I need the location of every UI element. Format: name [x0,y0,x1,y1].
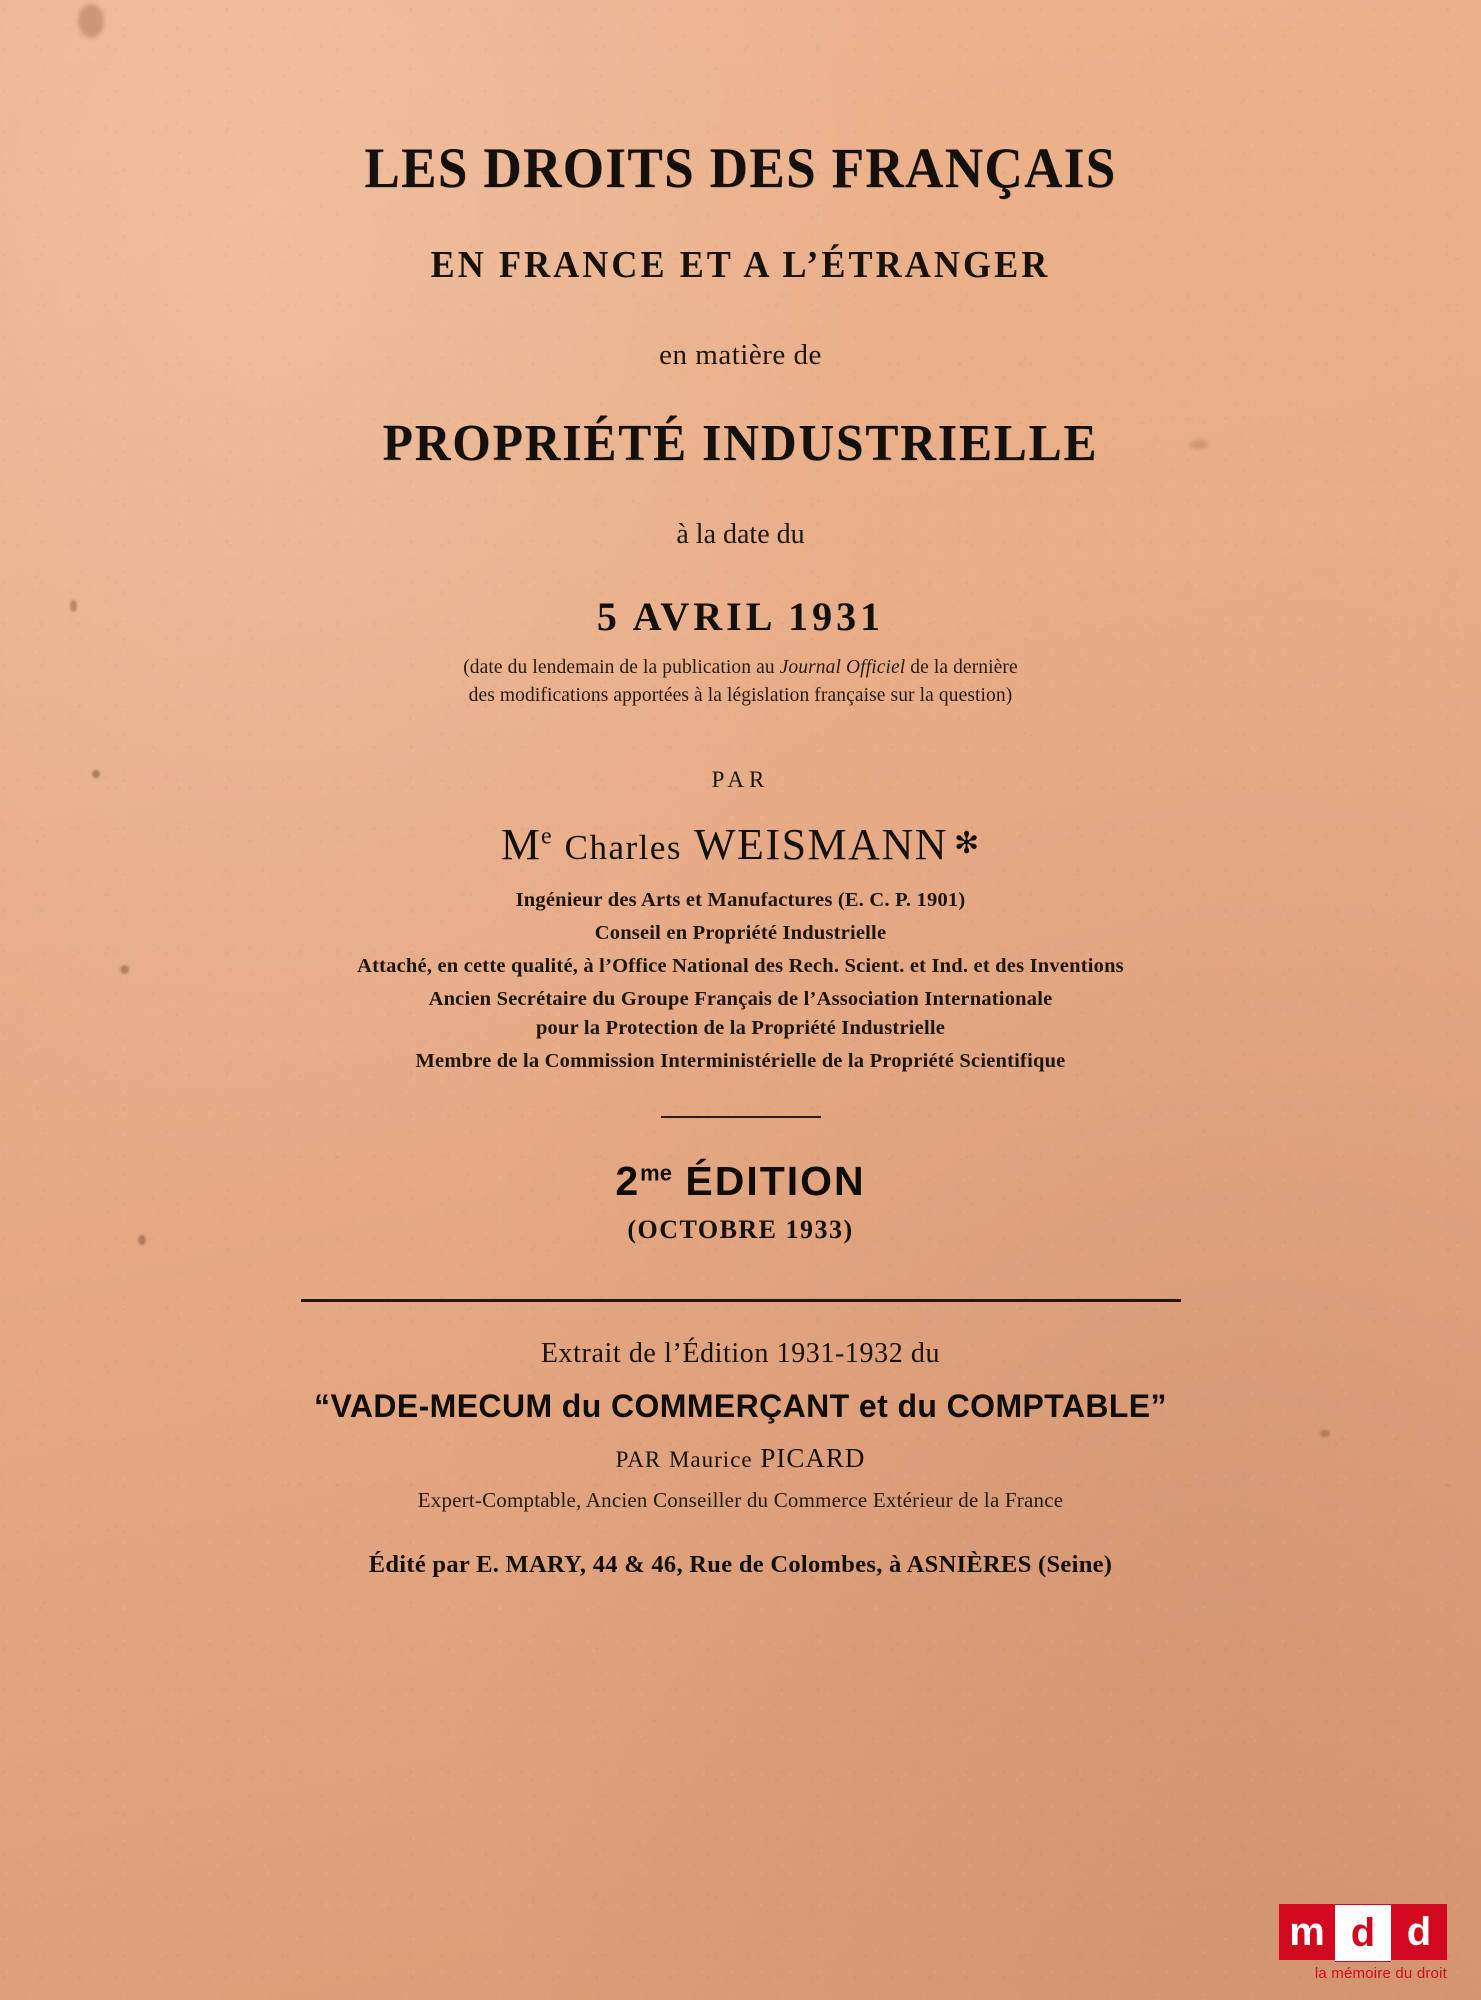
credential-line-5: pour la Protection de la Propriété Industrielle [535,1016,946,1039]
cover-author-credentials [110,886,1371,1077]
long-divider-rule [301,1299,1181,1302]
cover-title-line-2: EN FRANCE ET A L’ÉTRANGER [430,244,1051,286]
author-honorific: M [500,819,541,869]
cover-date-note-part-1: (date du lendemain de la publication au [463,657,780,678]
short-divider-rule [661,1116,821,1118]
credential-line-1: Ingénieur des Arts et Manufactures (E. C. P. 1901) [515,888,966,911]
mdd-logo-mark [1279,1904,1447,1960]
cover-source-author [110,1443,1371,1474]
mdd-logo-tagline: la mémoire du droit [1314,1965,1447,1982]
credential-line-6: Membre de la Commission Interministérielle de la Propriété Scientifique [415,1050,1066,1073]
source-author-last-name: PICARD [760,1443,866,1474]
cover-source-author-credential: Expert-Comptable, Ancien Conseiller du Commerce Extérieur de la France [417,1488,1064,1513]
source-by-label: PAR [615,1447,662,1473]
edition-word: ÉDITION [685,1158,866,1205]
mdd-watermark-logo [1279,1904,1447,1982]
cover-date-note-part-2: de la dernière [905,657,1018,678]
cover-title-line-3: PROPRIÉTÉ INDUSTRIELLE [382,415,1099,472]
cover-connector-2: à la date du [676,519,805,550]
author-first-name: Charles [564,827,683,867]
edition-number-superscript: me [640,1160,672,1186]
cover-by-label: PAR [711,766,770,792]
cover-connector-1: en matière de [659,339,822,371]
edition-number: 2 [615,1158,641,1205]
author-last-name: WEISMANN [694,819,949,869]
cover-publisher-line: Édité par E. MARY, 44 & 46, Rue de Colombes, à ASNIÈRES (Seine) [368,1551,1113,1579]
cover-title-line-1: LES DROITS DES FRANÇAIS [364,137,1117,200]
cover-author-name [110,819,1371,870]
credential-line-2: Conseil en Propriété Industrielle [594,921,887,944]
cover-extract-line: Extrait de l’Édition 1931-1932 du [540,1338,941,1370]
cover-source-title: “VADE-MECUM du COMMERÇANT et du COMPTABLE” [314,1388,1167,1425]
asterisk-icon: ✻ [954,826,981,860]
credential-line-4: Ancien Secrétaire du Groupe Français de l’Association Internationale [428,987,1053,1010]
author-honorific-superscript: e [540,822,553,849]
cover-edition [110,1158,1371,1205]
cover-date-note-journal-title: Journal Officiel [779,657,906,678]
cover-date-note-line-2: des modifications apportées à la législation française sur la question) [468,685,1013,707]
credential-line-3: Attaché, en cette qualité, à l’Office National des Rech. Scient. et Ind. et des Inventions [357,954,1124,977]
cover-edition-month: (OCTOBRE 1933) [627,1215,854,1245]
cover-date: 5 AVRIL 1931 [596,594,885,639]
mdd-logo-letter-m: m [1279,1904,1335,1960]
source-author-first-name: Maurice [668,1447,753,1473]
cover-date-note [110,654,1371,711]
mdd-logo-letter-d-1: d [1335,1904,1391,1962]
mdd-logo-letter-d-2: d [1391,1904,1447,1960]
